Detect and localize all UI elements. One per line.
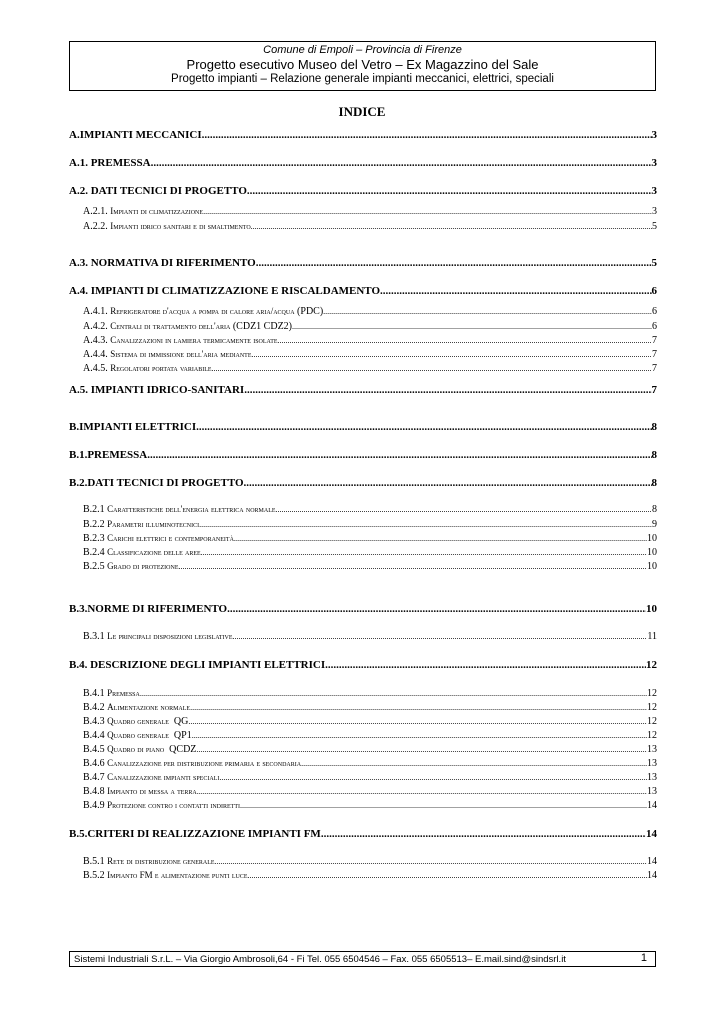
toc-entry-code: (PDC) [294, 306, 324, 317]
toc-dot-leader [151, 157, 652, 169]
toc-section-entry[interactable] [69, 449, 657, 461]
toc-entry-label [83, 870, 248, 881]
toc-section-entry[interactable] [69, 257, 657, 269]
toc-page-number: 14 [647, 870, 657, 881]
toc-dot-leader [256, 257, 652, 269]
toc-page-number: 11 [647, 631, 657, 642]
toc-entry-label [83, 772, 219, 783]
toc-subsection-entry[interactable] [83, 800, 657, 811]
toc-dot-leader [252, 350, 652, 359]
toc-page-number: 14 [647, 800, 657, 811]
toc-entry-number: B.4.1 [83, 688, 108, 699]
toc-page-number: 7 [652, 363, 657, 374]
toc-page-number: 8 [651, 477, 657, 489]
toc-dot-leader [190, 703, 647, 712]
toc-dot-leader [248, 871, 648, 880]
toc-subsection-entry[interactable] [83, 870, 657, 881]
toc-dot-leader [251, 222, 652, 231]
toc-entry-number: A.4.2. [83, 321, 111, 332]
header-municipality: Comune di Empoli – Provincia di Firenze [263, 44, 462, 56]
footer-page-number: 1 [640, 952, 647, 964]
toc-subsection-entry[interactable] [83, 306, 657, 317]
toc-subsection-entry[interactable] [83, 631, 657, 642]
toc-entry-title: Canalizzazione per distribuzione primaria e secondaria [107, 758, 302, 768]
toc-entry-label [83, 363, 212, 374]
toc-entry-title: Regolatori portata variabile [110, 363, 212, 373]
toc-section-entry[interactable] [69, 285, 657, 297]
toc-page-number: 10 [647, 561, 657, 572]
document-header [69, 41, 656, 91]
toc-dot-leader [215, 857, 647, 866]
toc-dot-leader [380, 285, 652, 297]
toc-dot-leader [234, 534, 647, 543]
toc-page-number: 7 [652, 349, 657, 360]
toc-entry-title: Premessa [107, 688, 140, 698]
toc-entry-title: Protezione contro i contatti indiretti [107, 800, 241, 810]
toc-entry-number: B.2.1 [83, 504, 108, 515]
toc-dot-leader [325, 659, 646, 671]
toc-entry-title: Quadro di piano [107, 744, 165, 754]
toc-entry-code: QCDZ [164, 744, 197, 755]
toc-page-number: 3 [651, 129, 657, 141]
toc-entry-label [83, 547, 201, 558]
toc-entry-label [83, 856, 215, 867]
toc-entry-number: B.4.9 [83, 800, 108, 811]
toc-dot-leader [321, 828, 646, 840]
toc-subsection-entry[interactable] [83, 349, 657, 360]
toc-entry-number: B.5.2 [83, 870, 108, 881]
toc-entry-title: Parametri illuminotecnici [107, 519, 200, 529]
header-project-subtitle: Progetto impianti – Relazione generale impianti meccanici, elettrici, speciali [171, 73, 554, 85]
toc-page-number: 12 [647, 702, 657, 713]
toc-page-number: 12 [646, 659, 657, 671]
toc-subsection-entry[interactable] [83, 533, 657, 544]
toc-page-number: 13 [647, 786, 657, 797]
toc-dot-leader [244, 384, 651, 396]
toc-entry-number: B.2.2 [83, 519, 108, 530]
toc-subsection-entry[interactable] [83, 758, 657, 769]
toc-subsection-entry[interactable] [83, 321, 657, 332]
toc-entry-number: B.4.7 [83, 772, 108, 783]
toc-entry-number: B.2.3 [83, 533, 108, 544]
toc-entry-label [83, 561, 179, 572]
toc-subsection-entry[interactable] [83, 702, 657, 713]
toc-page-number: 13 [647, 744, 657, 755]
toc-subsection-entry[interactable] [83, 335, 657, 346]
toc-page-number: 12 [647, 716, 657, 727]
toc-entry-label [83, 519, 199, 530]
toc-dot-leader [233, 632, 648, 641]
toc-subsection-entry[interactable] [83, 744, 657, 755]
toc-entry-label [83, 786, 197, 797]
toc-dot-leader [292, 322, 652, 331]
toc-entry-label [83, 306, 323, 317]
toc-entry-title: Caratteristiche dell'energia elettrica normale [107, 504, 276, 514]
toc-dot-leader [276, 505, 652, 514]
toc-entry-label [83, 744, 196, 755]
toc-page-number: 10 [646, 603, 657, 615]
toc-entry-label [83, 504, 276, 515]
toc-entry-label: B.3.NORME DI RIFERIMENTO [69, 603, 228, 615]
toc-subsection-entry[interactable] [83, 561, 657, 572]
toc-page-number: 6 [651, 285, 657, 297]
toc-entry-title: Refrigeratore d'acqua a pompa di calore aria/acqua [110, 306, 295, 316]
toc-entry-label [83, 730, 192, 741]
toc-dot-leader [201, 548, 647, 557]
toc-entry-label [83, 533, 234, 544]
toc-page-number: 3 [651, 157, 657, 169]
toc-entry-label: A.2. DATI TECNICI DI PROGETTO [69, 185, 247, 197]
toc-subsection-entry[interactable] [83, 786, 657, 797]
toc-entry-number: B.4.8 [83, 786, 108, 797]
toc-entry-number: B.4.3 [83, 716, 108, 727]
toc-section-entry[interactable] [69, 421, 657, 433]
toc-entry-number: B.4.5 [83, 744, 108, 755]
toc-page-number: 5 [652, 221, 657, 232]
toc-entry-title: Quadro generale [107, 730, 169, 740]
toc-page-number: 14 [646, 828, 657, 840]
toc-page-number: 7 [651, 384, 657, 396]
toc-entry-title: Carichi elettrici e contemporaneità [107, 533, 234, 543]
toc-entry-title: Impianti di climatizzazione [110, 206, 204, 216]
toc-entry-title: Le principali disposizioni legislative [107, 631, 233, 641]
toc-dot-leader [140, 689, 647, 698]
toc-subsection-entry[interactable] [83, 519, 657, 530]
toc-entry-title: Classificazione delle aree [107, 547, 201, 557]
toc-entry-title: Centrali di trattamento dell'aria [110, 321, 231, 331]
toc-entry-label [83, 800, 240, 811]
toc-entry-label [83, 702, 190, 713]
toc-entry-label: B.4. DESCRIZIONE DEGLI IMPIANTI ELETTRICI [69, 659, 326, 671]
toc-page-number: 13 [647, 758, 657, 769]
toc-section-entry[interactable] [69, 157, 657, 169]
index-title: INDICE [338, 104, 386, 119]
toc-page-number: 10 [647, 533, 657, 544]
toc-dot-leader [199, 520, 652, 529]
toc-dot-leader [202, 129, 652, 141]
toc-page-number: 7 [652, 335, 657, 346]
toc-entry-number: A.2.1. [83, 206, 111, 217]
toc-dot-leader [196, 745, 647, 754]
toc-entry-label: A.5. IMPIANTI IDRICO-SANITARI [69, 384, 245, 396]
toc-page-number: 8 [651, 421, 657, 433]
toc-dot-leader [147, 449, 651, 461]
toc-section-entry[interactable] [69, 477, 657, 489]
toc-entry-label: B.5.CRITERI DI REALIZZAZIONE IMPIANTI FM [69, 828, 321, 840]
toc-dot-leader [197, 787, 647, 796]
footer-company-info: Sistemi Industriali S.r.L. – Via Giorgio Ambrosoli,64 - Fi Tel. 055 6504546 – Fax. 055 6505513– E.mail.sind@sindsrl.it [74, 954, 566, 965]
toc-entry-number: B.3.1 [83, 631, 108, 642]
toc-dot-leader [188, 717, 647, 726]
toc-entry-label: A.IMPIANTI MECCANICI [69, 129, 202, 141]
toc-page-number: 10 [647, 547, 657, 558]
toc-entry-title: Alimentazione normale [107, 702, 191, 712]
toc-entry-number: B.4.2 [83, 702, 108, 713]
toc-page-number: 9 [652, 519, 657, 530]
toc-entry-number: A.4.3. [83, 335, 111, 346]
header-project-title: Progetto esecutivo Museo del Vetro – Ex Magazzino del Sale [186, 57, 539, 72]
toc-entry-number: B.4.4 [83, 730, 108, 741]
toc-entry-title: Grado di protezione [107, 561, 179, 571]
toc-dot-leader [192, 731, 647, 740]
toc-dot-leader [323, 307, 652, 316]
toc-dot-leader [240, 801, 647, 810]
toc-page-number: 8 [652, 504, 657, 515]
toc-entry-label [83, 631, 233, 642]
toc-dot-leader [301, 759, 647, 768]
toc-entry-label [83, 321, 292, 332]
toc-entry-title: Impianti idrico sanitari e di smaltimento [110, 221, 251, 231]
toc-page-number: 8 [651, 449, 657, 461]
toc-entry-label [83, 758, 301, 769]
toc-dot-leader [278, 336, 652, 345]
toc-dot-leader [179, 562, 648, 571]
toc-entry-number: B.4.6 [83, 758, 108, 769]
toc-dot-leader [219, 773, 647, 782]
toc-dot-leader [203, 207, 652, 216]
toc-entry-title: Sistema di immissione dell'aria mediante [110, 349, 252, 359]
toc-entry-number: B.2.4 [83, 547, 108, 558]
toc-entry-label [83, 206, 203, 217]
toc-subsection-entry[interactable] [83, 363, 657, 374]
toc-dot-leader [196, 421, 651, 433]
toc-dot-leader [244, 477, 652, 489]
toc-entry-label: A.1. PREMESSA [69, 157, 151, 169]
toc-section-entry[interactable] [69, 603, 657, 615]
toc-entry-number: B.5.1 [83, 856, 108, 867]
toc-entry-label: B.1.PREMESSA [69, 449, 148, 461]
toc-page-number: 6 [652, 321, 657, 332]
toc-subsection-entry[interactable] [83, 206, 657, 217]
toc-subsection-entry[interactable] [83, 730, 657, 741]
toc-section-entry[interactable] [69, 185, 657, 197]
toc-entry-number: B.2.5 [83, 561, 108, 572]
document-footer [69, 951, 656, 967]
toc-entry-label: A.3. NORMATIVA DI RIFERIMENTO [69, 257, 256, 269]
toc-entry-title: Rete di distribuzione generale [107, 856, 215, 866]
toc-entry-title: Canalizzazioni in lamiera termicamente isolate [110, 335, 278, 345]
toc-page-number: 5 [651, 257, 657, 269]
toc-subsection-entry[interactable] [83, 716, 657, 727]
toc-page-number: 3 [651, 185, 657, 197]
toc-entry-title: Impianto FM e alimentazione punti luce [107, 870, 248, 880]
toc-entry-code: QP1 [168, 730, 192, 741]
toc-page-number: 13 [647, 772, 657, 783]
toc-entry-label [83, 335, 278, 346]
toc-page-number: 14 [647, 856, 657, 867]
toc-section-entry[interactable] [69, 659, 657, 671]
toc-subsection-entry[interactable] [83, 504, 657, 515]
toc-entry-title: Quadro generale [107, 716, 169, 726]
toc-entry-label [83, 716, 188, 727]
toc-entry-label [83, 688, 140, 699]
toc-page-number: 6 [652, 306, 657, 317]
toc-page-number: 12 [647, 688, 657, 699]
toc-subsection-entry[interactable] [83, 547, 657, 558]
toc-entry-title: Impianto di messa a terra [107, 786, 197, 796]
toc-entry-code: QG [168, 716, 189, 727]
toc-subsection-entry[interactable] [83, 856, 657, 867]
toc-section-entry[interactable] [69, 384, 657, 396]
toc-entry-label: B.IMPIANTI ELETTRICI [69, 421, 197, 433]
toc-entry-code: (CDZ1 CDZ2) [230, 321, 293, 332]
toc-section-entry[interactable] [69, 129, 657, 141]
toc-dot-leader [212, 364, 652, 373]
toc-entry-label [83, 221, 251, 232]
toc-entry-number: A.2.2. [83, 221, 111, 232]
toc-section-entry[interactable] [69, 828, 657, 840]
toc-page-number: 12 [647, 730, 657, 741]
toc-entry-number: A.4.1. [83, 306, 111, 317]
toc-entry-label: B.2.DATI TECNICI DI PROGETTO [69, 477, 244, 489]
toc-entry-label [83, 349, 252, 360]
toc-subsection-entry[interactable] [83, 688, 657, 699]
toc-entry-label: A.4. IMPIANTI DI CLIMATIZZAZIONE E RISCALDAMENTO [69, 285, 380, 297]
toc-dot-leader [247, 185, 652, 197]
toc-subsection-entry[interactable] [83, 221, 657, 232]
toc-subsection-entry[interactable] [83, 772, 657, 783]
toc-entry-number: A.4.4. [83, 349, 111, 360]
toc-page-number: 3 [652, 206, 657, 217]
toc-dot-leader [227, 603, 646, 615]
toc-entry-title: Canalizzazione impianti speciali [107, 772, 220, 782]
toc-entry-number: A.4.5. [83, 363, 111, 374]
